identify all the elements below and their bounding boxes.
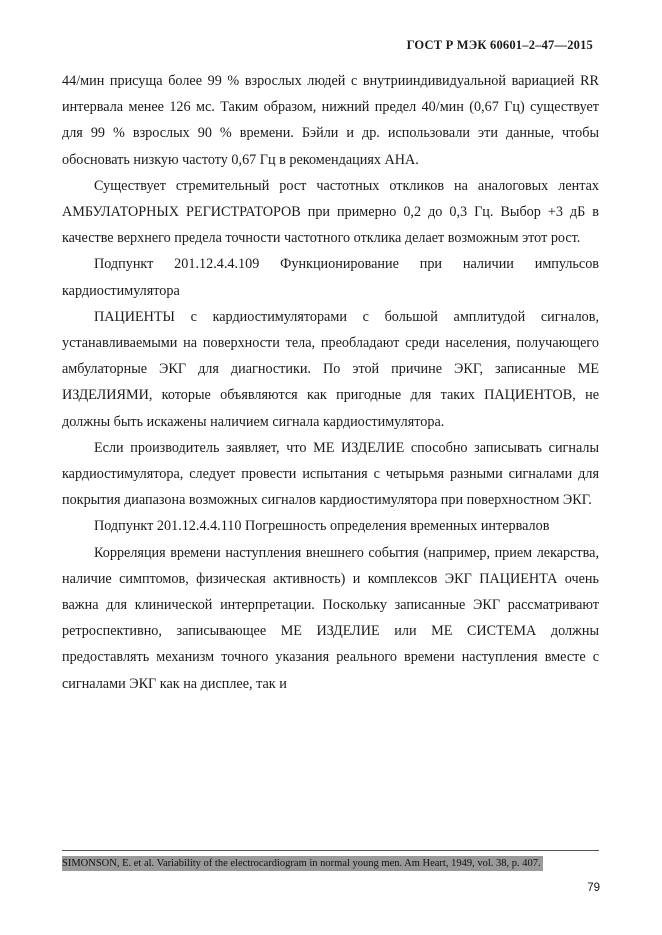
subclause-heading-109: Подпункт 201.12.4.4.109 Функционирование при наличии импульсов кардиостимулятора [62,256,599,299]
footnote-reference: SIMONSON, E. et al. Variability of the electrocardiogram in normal young men. Am Heart, 1949, vol. 38, p. 407. [62,858,541,869]
body-text [62,68,599,697]
paragraph-frequency-response: Существует стремительный рост частотных откликов на аналоговых лентах АМБУЛАТОРНЫХ РЕГИСТРАТОРОВ при примерно 0,2 до 0,3 Гц. Выбор +3 дБ в качестве верхнего предела точности частотного отклика делает возможным этот рост. [62,177,599,247]
paragraph-time-correlation: Корреляция времени наступления внешнего события (например, прием лекарства, наличие симптомов, физическая активность) и комплексов ЭКГ ПАЦИЕНТА очень важна для клинической интерпретации. Поскольку записанные ЭКГ рассматривают ретроспективно, записывающее МЕ ИЗДЕЛИЕ или МЕ СИСТЕМА должны предоставлять механизм точного указания реального времени наступления вместе с сигналами ЭКГ как на дисплее, так и [62,544,599,692]
footnote-divider [62,850,599,851]
paragraph-pacemaker-testing: Если производитель заявляет, что МЕ ИЗДЕЛИЕ способно записывать сигналы кардиостимулятора, следует провести испытания с четырьмя разными сигналами для покрытия диапазона возможных сигналов кардиостимулятора при поверхностном ЭКГ. [62,439,599,509]
paragraph-continuation: 44/мин присуща более 99 % взрослых людей с внутрииндивидуальной вариацией RR интервала менее 126 мс. Таким образом, нижний предел 40/мин (0,67 Гц) существует для 99 % взрослых 90 % времени. Бэйли и др. использовали эти данные, чтобы обосновать низкую частоту 0,67 Гц в рекомендациях АНА. [62,73,599,168]
document-header: ГОСТ Р МЭК 60601–2–47—2015 [406,38,593,52]
paragraph-pacemaker-patients: ПАЦИЕНТЫ с кардиостимуляторами с большой амплитудой сигналов, устанавливаемыми на поверхности тела, преобладают среди населения, получающего амбулаторные ЭКГ для диагностики. По этой причине ЭКГ, записанные МЕ ИЗДЕЛИЯМИ, которые объявляются как пригодные для таких ПАЦИЕНТОВ, не должны быть искажены наличием сигнала кардиостимулятора. [62,308,599,430]
subclause-heading-110: Подпункт 201.12.4.4.110 Погрешность определения временных интервалов [94,518,550,535]
page-number: 79 [587,882,600,894]
